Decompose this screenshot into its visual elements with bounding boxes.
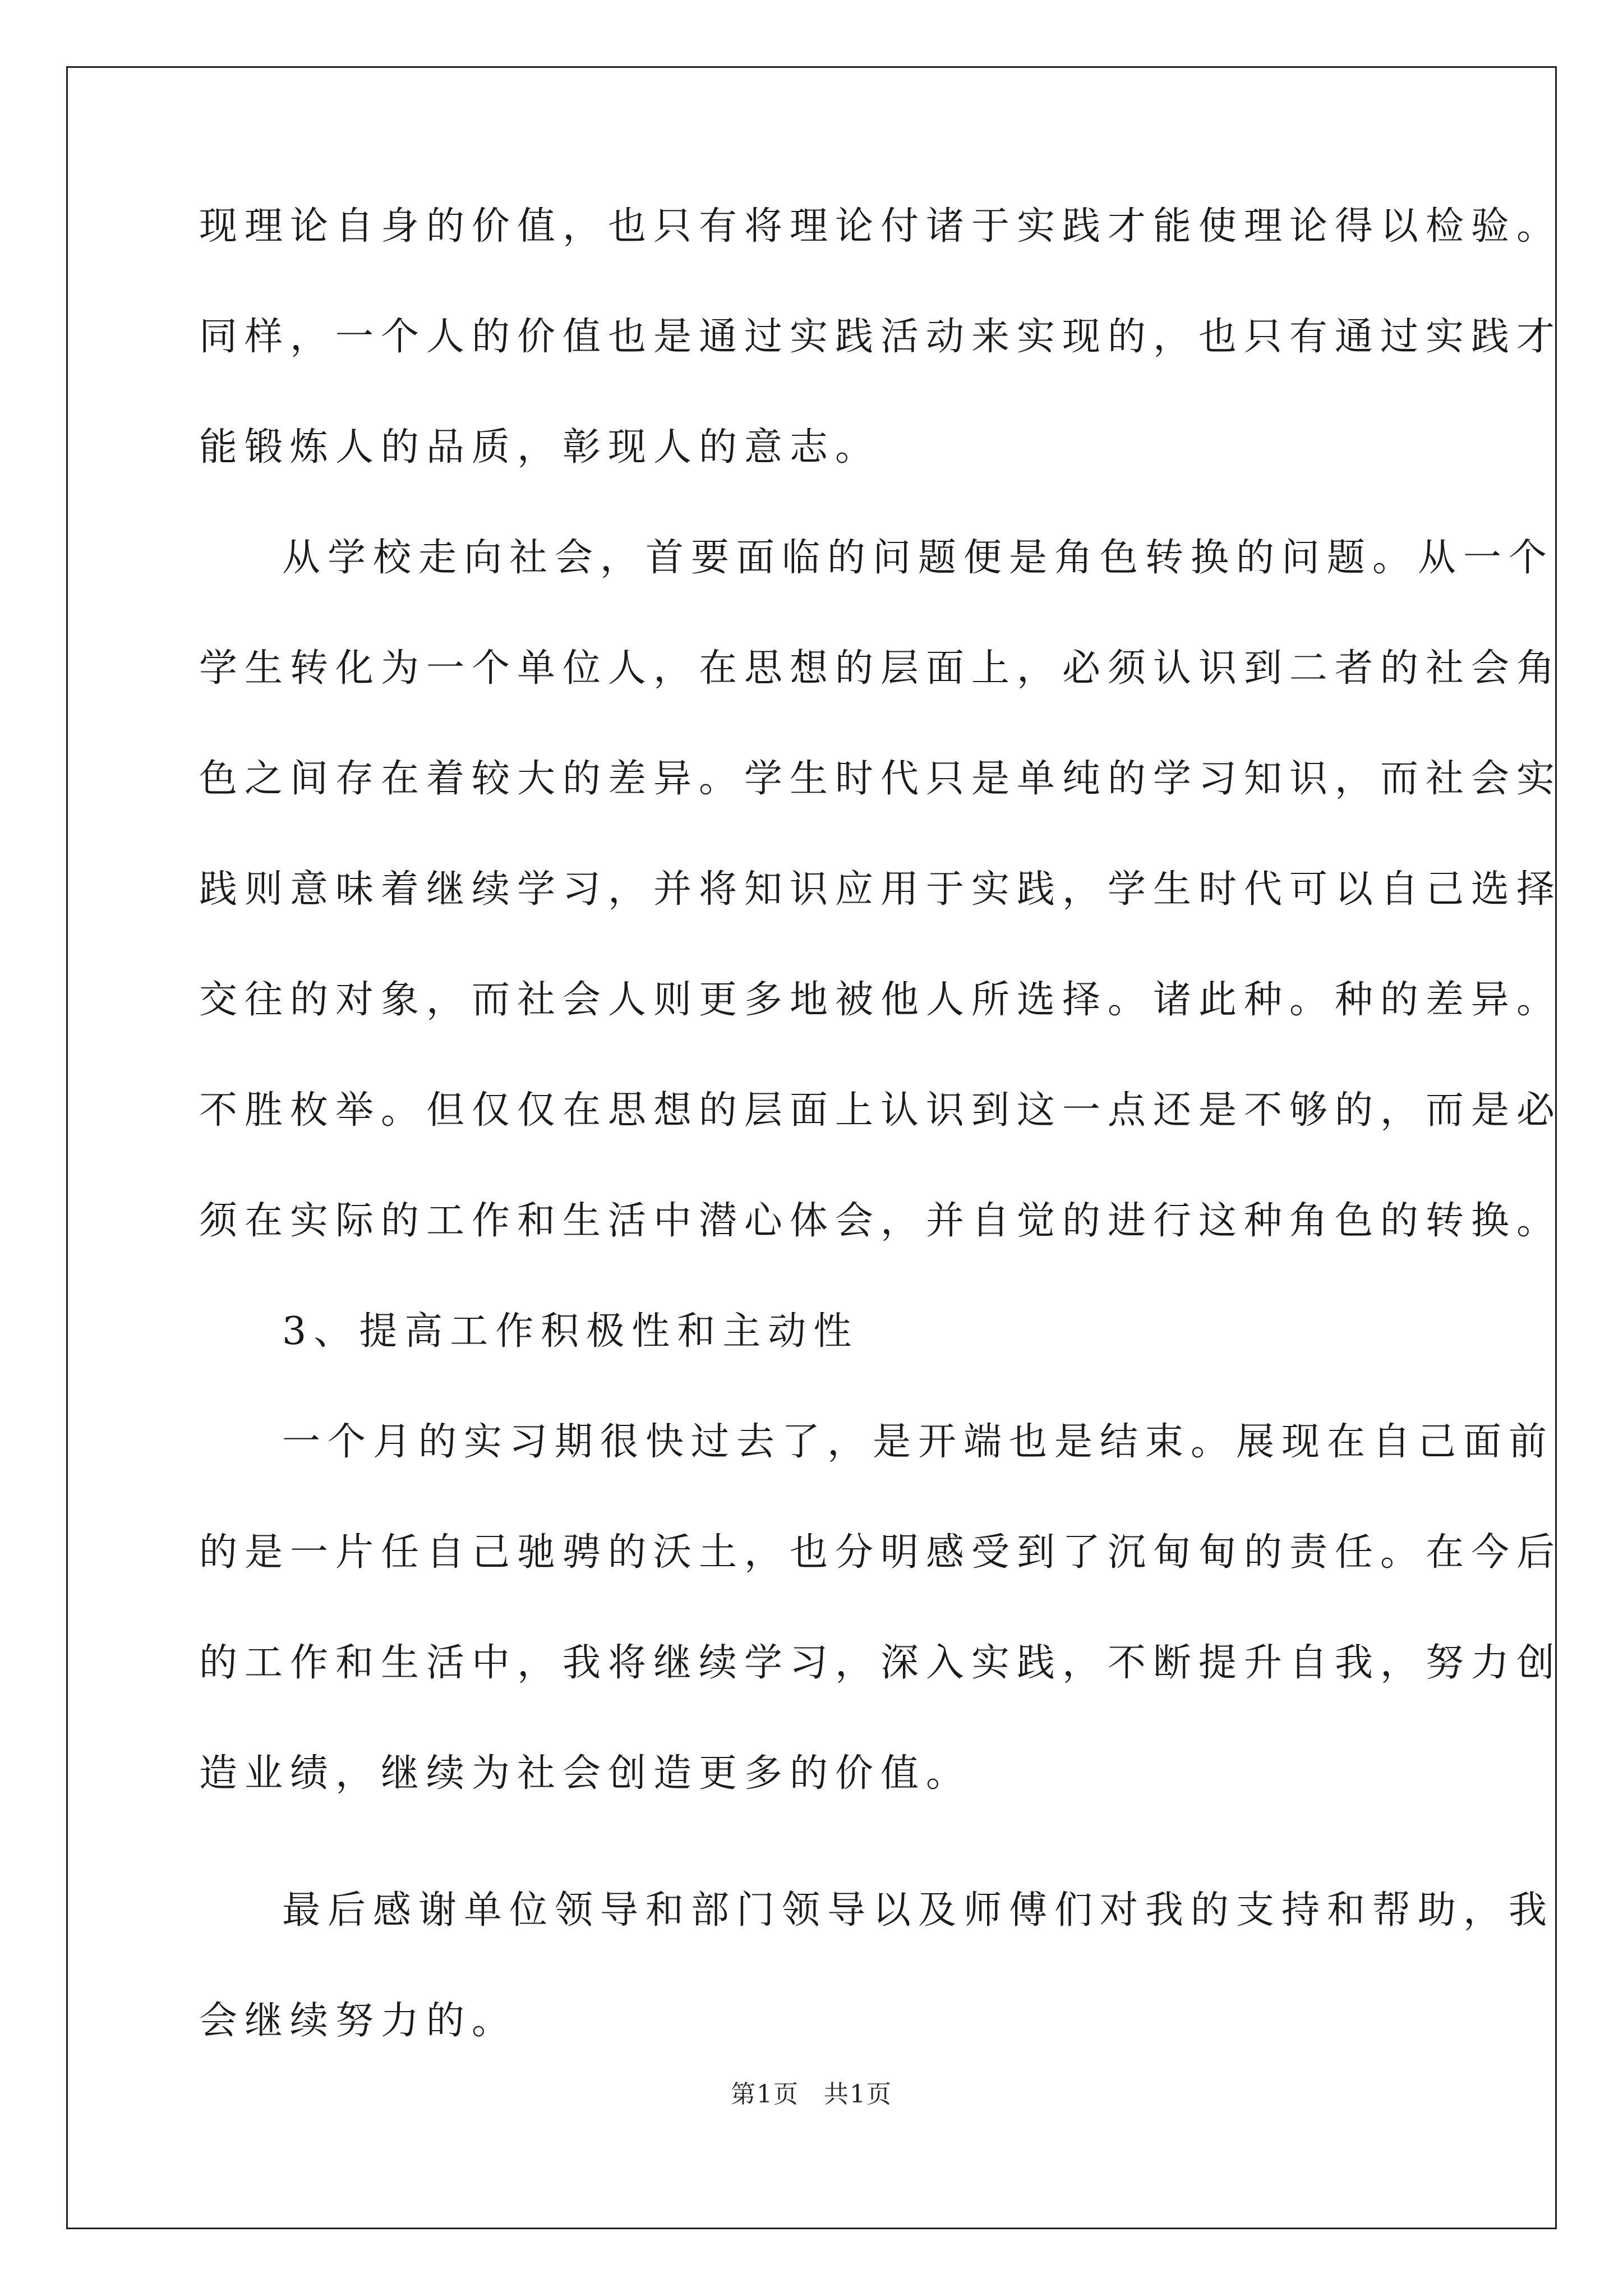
text-line: 的是一片任自己驰骋的沃土，也分明感受到了沉甸甸的责任。在今后 <box>199 1530 1562 1575</box>
page-footer <box>0 2082 1623 2107</box>
text-line: 最后感谢单位领导和部门领导以及师傅们对我的支持和帮助，我 <box>282 1888 1555 1932</box>
page-total: 共1页 <box>824 2080 892 2109</box>
text-line: 须在实际的工作和生活中潜心体会，并自觉的进行这种角色的转换。 <box>199 1199 1562 1243</box>
text-line: 从学校走向社会，首要面临的问题便是角色转换的问题。从一个 <box>282 536 1555 580</box>
section-heading: 3、提高工作积极性和主动性 <box>282 1309 859 1354</box>
text-line: 学生转化为一个单位人，在思想的层面上，必须认识到二者的社会角 <box>199 646 1562 691</box>
document-body <box>199 204 1562 2043</box>
text-line: 践则意味着继续学习，并将知识应用于实践，学生时代可以自己选择 <box>199 867 1562 912</box>
text-line: 造业绩，继续为社会创造更多的价值。 <box>199 1751 972 1796</box>
text-line: 现理论自身的价值，也只有将理论付诸于实践才能使理论得以检验。 <box>199 204 1562 249</box>
text-line: 一个月的实习期很快过去了，是开端也是结束。展现在自己面前 <box>282 1420 1555 1464</box>
text-line: 色之间存在着较大的差异。学生时代只是单纯的学习知识，而社会实 <box>199 757 1562 801</box>
text-line: 能锻炼人的品质，彰现人的意志。 <box>199 425 881 470</box>
text-line: 的工作和生活中，我将继续学习，深入实践，不断提升自我，努力创 <box>199 1641 1562 1685</box>
text-line: 交往的对象，而社会人则更多地被他人所选择。诸此种。种的差异。 <box>199 978 1562 1022</box>
page-number: 第1页 <box>731 2080 799 2109</box>
text-line: 同样，一个人的价值也是通过实践活动来实现的，也只有通过实践才 <box>199 315 1562 359</box>
text-line: 会继续努力的。 <box>199 1999 518 2043</box>
text-line: 不胜枚举。但仅仅在思想的层面上认识到这一点还是不够的，而是必 <box>199 1088 1562 1133</box>
